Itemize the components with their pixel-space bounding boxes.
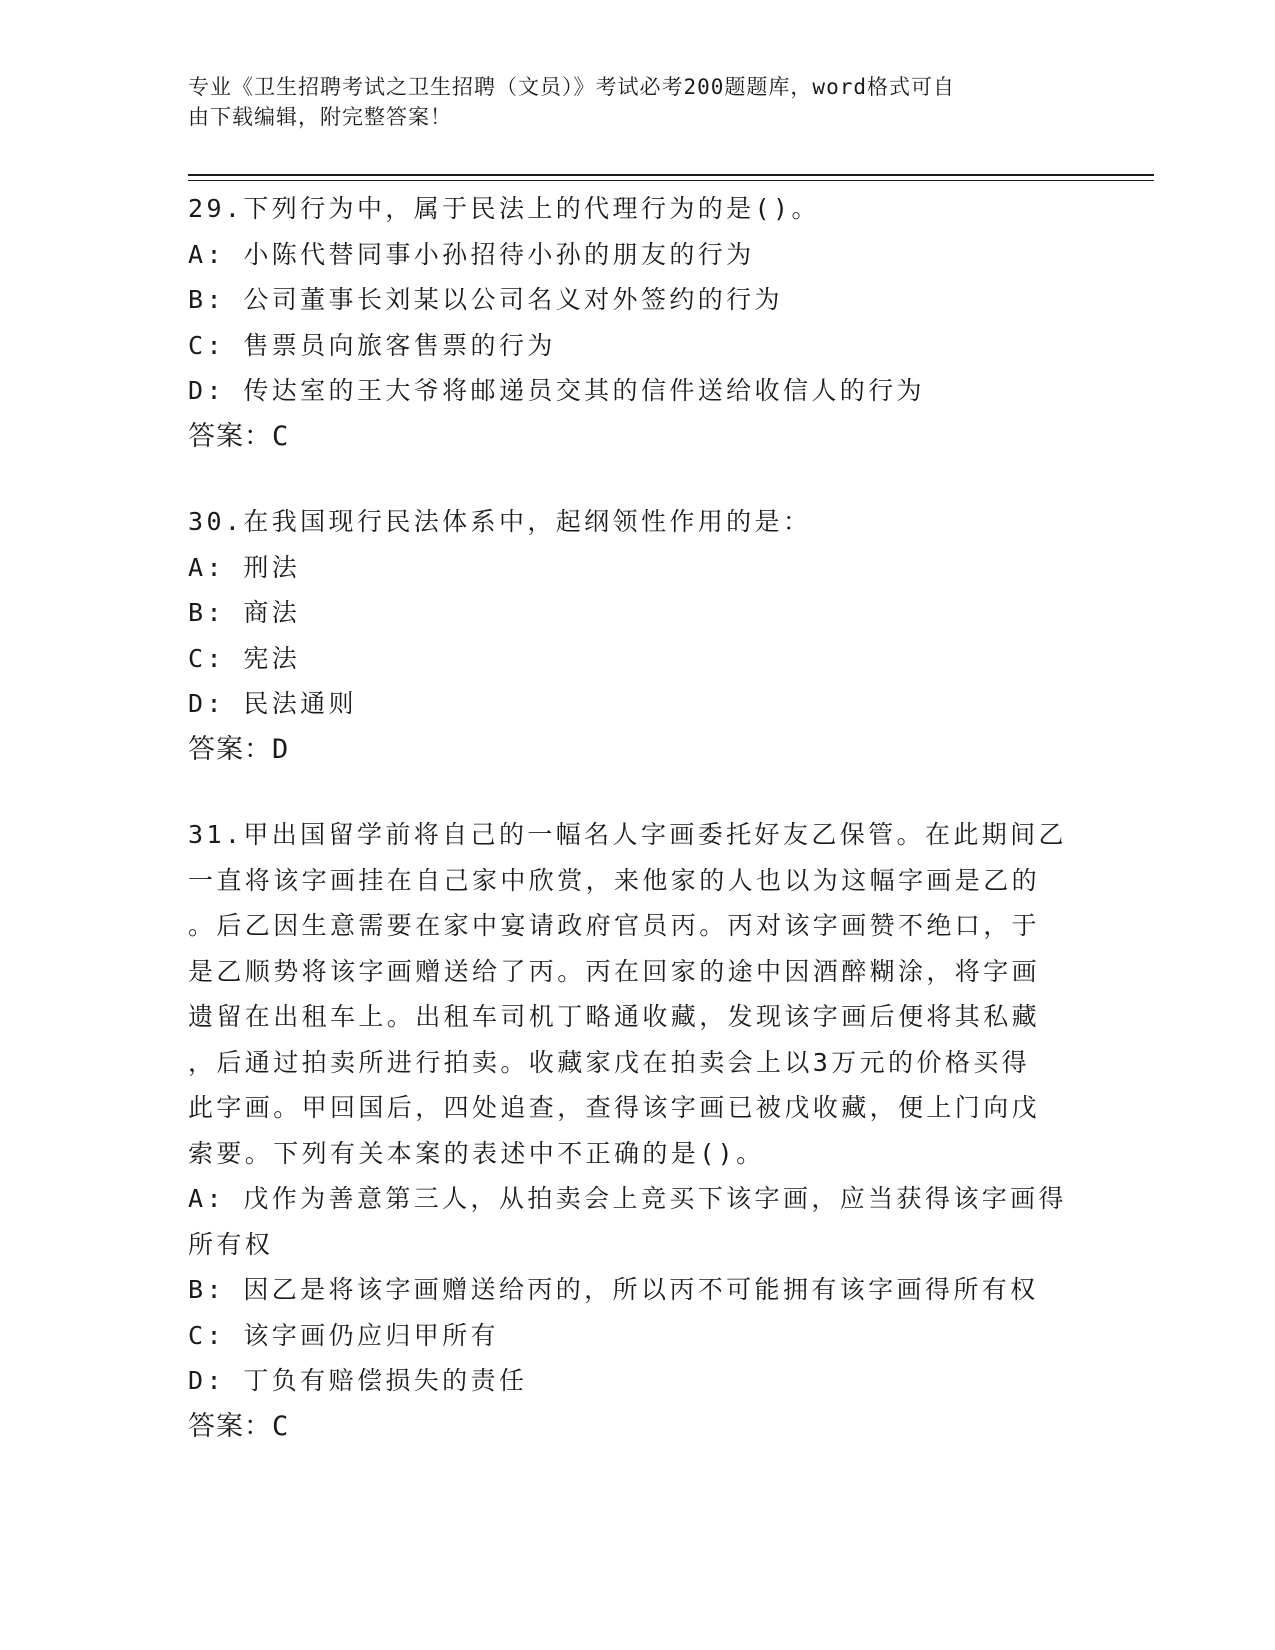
answer-value: D — [272, 733, 290, 765]
answer-value: C — [272, 1410, 290, 1442]
stem-line: 。后乙因生意需要在家中宴请政府官员丙。丙对该字画赞不绝口，于 — [188, 911, 1041, 940]
question-list — [188, 186, 1068, 1489]
option-list — [188, 232, 1068, 414]
question-29 — [188, 186, 1068, 459]
answer — [188, 727, 1068, 773]
option-b: B: 公司董事长刘某以公司名义对外签约的行为 — [188, 285, 783, 314]
stem-line: ，后通过拍卖所进行拍卖。收藏家戊在拍卖会上以3万元的价格买得 — [188, 1047, 1031, 1077]
question-stem — [188, 812, 1068, 1176]
option-b: B: 因乙是将该字画赠送给丙的，所以丙不可能拥有该字画得所有权 — [188, 1275, 1039, 1304]
stem-line: 30.在我国现行民法体系中，起纲领性作用的是： — [188, 507, 812, 536]
header-line: 专业《卫生招聘考试之卫生招聘（文员）》考试必考200题题库，word格式可自 — [188, 75, 955, 99]
option-d: D: 传达室的王大爷将邮递员交其的信件送给收信人的行为 — [188, 376, 925, 405]
stem-line: 索要。下列有关本案的表述中不正确的是()。 — [188, 1138, 765, 1168]
option-a: A: 小陈代替同事小孙招待小孙的朋友的行为 — [188, 239, 755, 269]
option-a: A: 刑法 — [188, 552, 301, 582]
option-c: C: 该字画仍应归甲所有 — [188, 1320, 499, 1350]
question-stem — [188, 186, 1068, 232]
option-d: D: 丁负有赔偿损失的责任 — [188, 1366, 528, 1395]
option-a-continued: 所有权 — [188, 1229, 274, 1259]
header-line: 由下载编辑，附完整答案！ — [188, 105, 452, 129]
answer-label: 答案： — [188, 420, 272, 452]
stem-line: 此字画。甲回国后，四处追查，查得该字画已被戊收藏，便上门向戊 — [188, 1093, 1041, 1122]
option-d: D: 民法通则 — [188, 689, 357, 718]
header-divider-thick — [188, 174, 1154, 176]
stem-line: 遗留在出租车上。出租车司机丁略通收藏，发现该字画后便将其私藏 — [188, 1002, 1041, 1031]
header-divider-thin — [188, 180, 1154, 181]
question-30 — [188, 499, 1068, 772]
question-31 — [188, 812, 1068, 1449]
answer — [188, 1404, 1068, 1450]
option-b: B: 商法 — [188, 598, 301, 627]
stem-line: 31.甲出国留学前将自己的一幅名人字画委托好友乙保管。在此期间乙 — [188, 820, 1067, 849]
stem-line: 一直将该字画挂在自己家中欣赏，来他家的人也以为这幅字画是乙的 — [188, 865, 1041, 895]
option-a: A: 戊作为善意第三人，从拍卖会上竞买下该字画，应当获得该字画得 — [188, 1184, 1067, 1213]
option-list — [188, 545, 1068, 727]
answer-label: 答案： — [188, 733, 272, 765]
option-c: C: 宪法 — [188, 643, 301, 673]
stem-line: 是乙顺势将该字画赠送给了丙。丙在回家的途中因酒醉糊涂，将字画 — [188, 956, 1041, 986]
answer-value: C — [272, 420, 290, 452]
stem-line: 29.下列行为中，属于民法上的代理行为的是()。 — [188, 194, 820, 223]
question-stem — [188, 499, 1068, 545]
option-list — [188, 1176, 1068, 1404]
answer-label: 答案： — [188, 1410, 272, 1442]
document-header — [188, 72, 1078, 132]
answer — [188, 414, 1068, 460]
option-c: C: 售票员向旅客售票的行为 — [188, 330, 556, 360]
